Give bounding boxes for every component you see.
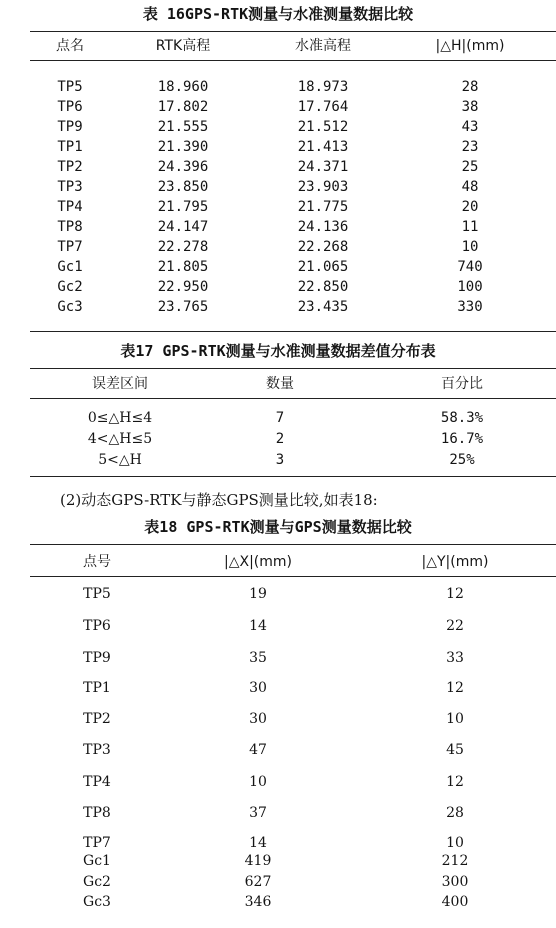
table16-cell: 17.764 — [297, 99, 349, 115]
table18-cell: TP6 — [83, 618, 111, 634]
table17-cell: 5<△H — [98, 452, 142, 468]
table18-cell: Gc2 — [83, 874, 111, 890]
table18-top-rule — [30, 544, 556, 545]
table16-cell: 28 — [461, 79, 479, 95]
table16-header-cell: RTK高程 — [155, 38, 211, 54]
table17-bottom-rule — [30, 476, 556, 477]
table17-header-rule — [30, 398, 556, 399]
table16-cell: TP6 — [57, 99, 83, 115]
table16-cell: TP9 — [57, 119, 83, 135]
table17-cell: 58.3% — [440, 410, 484, 426]
table16-cell: 43 — [461, 119, 479, 135]
table16-cell: 18.973 — [297, 79, 349, 95]
table18-cell: TP7 — [83, 835, 111, 851]
table18-cell: 10 — [446, 711, 464, 727]
table16-cell: 23.435 — [297, 299, 349, 315]
table18-cell: 30 — [249, 680, 267, 696]
table16-cell: 23 — [461, 139, 479, 155]
table18-cell: 10 — [446, 835, 464, 851]
table17-top-rule — [30, 368, 556, 369]
table16-cell: 330 — [457, 299, 483, 315]
table18-cell: TP8 — [83, 805, 111, 821]
table16-cell: TP8 — [57, 219, 83, 235]
table18-cell: 35 — [249, 650, 267, 666]
table16-cell: Gc2 — [57, 279, 83, 295]
table18-cell: 12 — [446, 586, 464, 602]
table17-cell: 25% — [449, 452, 475, 468]
table18-cell: 212 — [441, 853, 469, 869]
table16-cell: TP1 — [57, 139, 83, 155]
table16-cell: TP5 — [57, 79, 83, 95]
table16-top-rule — [30, 31, 556, 32]
table16-bottom-rule — [30, 331, 556, 332]
table16-cell: 17.802 — [157, 99, 209, 115]
table18-header-cell: 点号 — [83, 554, 111, 570]
table16-cell: 740 — [457, 259, 483, 275]
table18-cell: 47 — [249, 742, 267, 758]
table16-cell: 24.396 — [157, 159, 209, 175]
table18-cell: 14 — [249, 618, 267, 634]
table18-cell: 28 — [446, 805, 464, 821]
table18-cell: 30 — [249, 711, 267, 727]
table16-cell: 11 — [461, 219, 479, 235]
table16-cell: 23.903 — [297, 179, 349, 195]
table16-cell: 24.147 — [157, 219, 209, 235]
table16-cell: Gc1 — [57, 259, 83, 275]
table18-cell: 45 — [446, 742, 464, 758]
table16-header-rule — [30, 60, 556, 61]
table18-cell: 346 — [244, 894, 272, 910]
table16-cell: 21.775 — [297, 199, 349, 215]
table16-cell: 21.555 — [157, 119, 209, 135]
table18-cell: TP2 — [83, 711, 111, 727]
table16-cell: 48 — [461, 179, 479, 195]
table18-cell: 10 — [249, 774, 267, 790]
table16-cell: TP4 — [57, 199, 83, 215]
table16-cell: 22.278 — [157, 239, 209, 255]
table18-cell: Gc1 — [83, 853, 111, 869]
table18-cell: 12 — [446, 774, 464, 790]
table16-cell: 38 — [461, 99, 479, 115]
table18-cell: TP5 — [83, 586, 111, 602]
table17-cell: 16.7% — [440, 431, 484, 447]
table18-header-cell: |△X|(mm) — [224, 554, 292, 570]
table16-cell: 25 — [461, 159, 479, 175]
table18-cell: 33 — [446, 650, 464, 666]
table17-cell: 4<△H≤5 — [87, 431, 153, 447]
table18-cell: 300 — [441, 874, 469, 890]
table17-cell: 7 — [275, 410, 285, 426]
table16-cell: 21.795 — [157, 199, 209, 215]
table16-cell: 22.850 — [297, 279, 349, 295]
table16-cell: 22.950 — [157, 279, 209, 295]
table18-header-cell: |△Y|(mm) — [421, 554, 489, 570]
table18-cell: TP1 — [83, 680, 111, 696]
table18-cell: 400 — [441, 894, 469, 910]
table18-cell: Gc3 — [83, 894, 111, 910]
table18-cell: 14 — [249, 835, 267, 851]
table16-cell: 21.390 — [157, 139, 209, 155]
table16-cell: 18.960 — [157, 79, 209, 95]
table18-cell: 627 — [244, 874, 272, 890]
table16-cell: 23.850 — [157, 179, 209, 195]
table18-cell: TP3 — [83, 742, 111, 758]
table16-cell: 10 — [461, 239, 479, 255]
table18-cell: 12 — [446, 680, 464, 696]
table18-cell: 22 — [446, 618, 464, 634]
table18-cell: 19 — [249, 586, 267, 602]
table18-cell: TP4 — [83, 774, 111, 790]
table17-header-cell: 数量 — [266, 376, 294, 392]
table16-cell: TP2 — [57, 159, 83, 175]
table16-cell: 24.136 — [297, 219, 349, 235]
table16-cell: 21.805 — [157, 259, 209, 275]
table17-header-cell: 误差区间 — [92, 376, 148, 392]
section-paragraph: (2)动态GPS-RTK与静态GPS测量比较,如表18: — [60, 491, 378, 509]
table17-cell: 2 — [275, 431, 285, 447]
table16-cell: 24.371 — [297, 159, 349, 175]
table16-cell: 21.413 — [297, 139, 349, 155]
table16-caption: 表 16GPS-RTK测量与水准测量数据比较 — [142, 5, 414, 23]
table16-cell: 100 — [457, 279, 483, 295]
table17-header-cell: 百分比 — [441, 376, 483, 392]
table17-cell: 0≤△H≤4 — [87, 410, 153, 426]
table18-cell: 37 — [249, 805, 267, 821]
table16-cell: 22.268 — [297, 239, 349, 255]
table17-cell: 3 — [275, 452, 285, 468]
table18-cell: 419 — [244, 853, 272, 869]
table17-caption: 表17 GPS-RTK测量与水准测量数据差值分布表 — [120, 342, 436, 360]
table16-cell: 21.512 — [297, 119, 349, 135]
table16-cell: TP3 — [57, 179, 83, 195]
table16-cell: 20 — [461, 199, 479, 215]
table18-caption: 表18 GPS-RTK测量与GPS测量数据比较 — [144, 518, 412, 536]
table16-cell: 23.765 — [157, 299, 209, 315]
table18-cell: TP9 — [83, 650, 111, 666]
table16-header-cell: |△H|(mm) — [435, 38, 505, 54]
table16-cell: TP7 — [57, 239, 83, 255]
table16-cell: 21.065 — [297, 259, 349, 275]
table16-header-cell: 水准高程 — [295, 38, 351, 54]
table16-header-cell: 点名 — [56, 38, 84, 54]
table16-cell: Gc3 — [57, 299, 83, 315]
table18-header-rule — [30, 576, 556, 577]
